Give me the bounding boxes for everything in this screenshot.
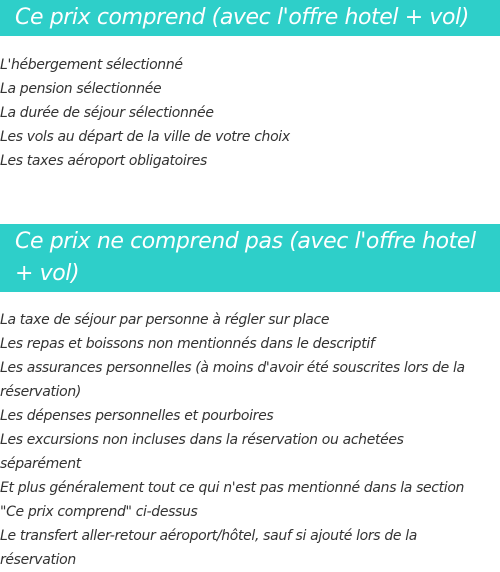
list-item: Le transfert aller-retour aéroport/hôtel, sauf si ajouté lors de la réservation (0, 528, 418, 568)
list-item: La pension sélectionnée (0, 81, 162, 97)
list-item: Les excursions non incluses dans la réservation ou achetées séparément (0, 432, 404, 472)
list-item: Les vols au départ de la ville de votre choix (0, 129, 290, 145)
included-section (0, 0, 500, 169)
list-item: Et plus généralement tout ce qui n'est pas mentionné dans la section "Ce prix comprend" ci-dessus (0, 480, 465, 520)
list-item: Les repas et boissons non mentionnés dans le descriptif (0, 336, 375, 352)
list-item: Les dépenses personnelles et pourboires (0, 408, 274, 424)
excluded-section (0, 224, 500, 568)
list-item: La durée de séjour sélectionnée (0, 105, 214, 121)
list-item: Les assurances personnelles (à moins d'avoir été souscrites lors de la réservation) (0, 360, 465, 400)
excluded-section-title: Ce prix ne comprend pas (avec l'offre hotel + vol) (0, 224, 500, 292)
list-item: Les taxes aéroport obligatoires (0, 153, 207, 169)
list-item: L'hébergement sélectionné (0, 57, 183, 73)
included-section-title: Ce prix comprend (avec l'offre hotel + vol) (0, 0, 500, 36)
list-item: La taxe de séjour par personne à régler sur place (0, 312, 330, 328)
included-list (0, 53, 500, 173)
excluded-list (0, 308, 500, 572)
